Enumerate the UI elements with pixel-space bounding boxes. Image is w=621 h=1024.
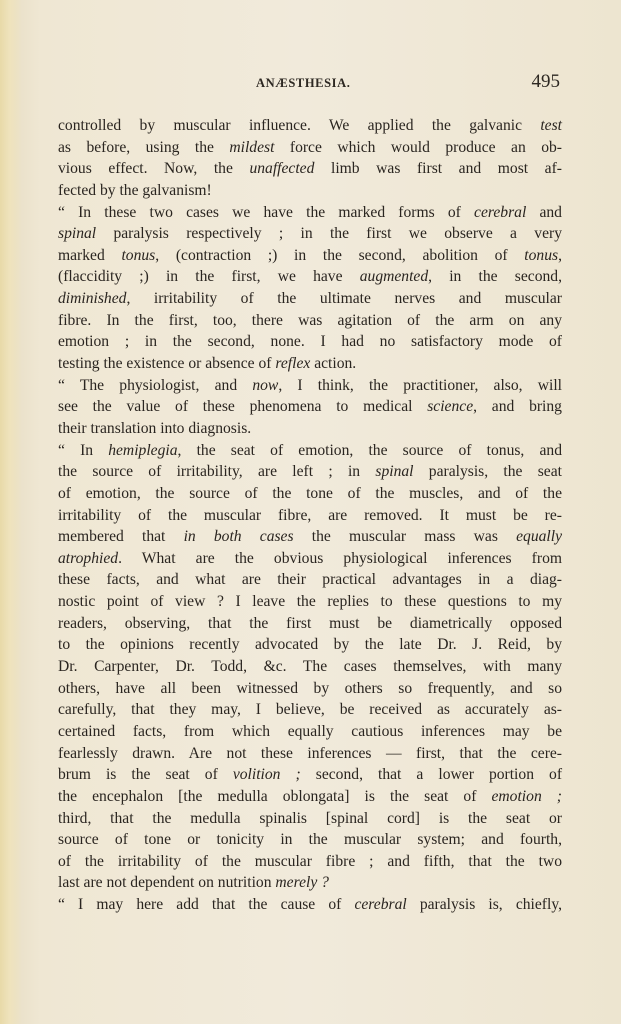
text-run: , and bring	[473, 398, 562, 416]
page-edge-shadow	[0, 0, 22, 1024]
text-line	[58, 331, 562, 353]
italic-run: augmented	[359, 268, 429, 286]
text-run: carefully, that they may, I believe, be received as accurately as-	[58, 701, 562, 719]
text-line	[58, 894, 562, 916]
page-header	[60, 71, 560, 98]
text-run: vious effect. Now, the	[58, 160, 250, 178]
text-line	[58, 202, 562, 224]
text-run: paralysis respectively ; in the first we observe a very	[96, 225, 562, 243]
text-run: . What are the obvious physiological inferences from	[118, 549, 562, 567]
text-line	[58, 418, 562, 440]
text-line	[58, 115, 562, 137]
text-run: fearlessly drawn. Are not these inferences — first, that the cere-	[58, 744, 562, 762]
italic-run: now	[252, 376, 279, 394]
text-line	[58, 764, 562, 786]
text-run: emotion ; in the second, none. I had no satisfactory mode of	[58, 333, 562, 351]
text-run: see the value of these phenomena to medical	[58, 398, 428, 416]
text-line	[58, 591, 562, 613]
text-run: as before, using the	[58, 138, 230, 156]
text-run: paralysis, the seat	[413, 463, 562, 481]
text-run: “ In	[58, 441, 109, 459]
text-run: , in the second,	[428, 268, 562, 286]
italic-run: in both cases	[183, 528, 294, 546]
italic-run: tonus	[524, 246, 559, 264]
text-run: fibre. In the first, too, there was agitation of the arm on any	[58, 311, 562, 329]
text-run: nostic point of view ? I leave the replies to these questions to my	[58, 593, 562, 611]
text-run: and	[526, 203, 562, 221]
text-run: marked	[58, 246, 122, 264]
text-run: irritability of the muscular fibre, are removed. It must be re-	[58, 506, 562, 524]
text-run: readers, observing, that the first must be diametrically opposed	[58, 614, 562, 632]
text-line	[58, 266, 562, 288]
text-line	[58, 808, 562, 830]
text-line	[58, 288, 562, 310]
text-line	[58, 483, 562, 505]
text-line	[58, 656, 562, 678]
text-line	[58, 396, 562, 418]
text-run: third, that the medulla spinalis [spinal cord] is the seat or	[58, 809, 562, 827]
text-run: others, have all been witnessed by others so frequently, and so	[58, 679, 562, 697]
text-line	[58, 699, 562, 721]
italic-run: test	[540, 117, 562, 134]
text-run: “ In these two cases we have the marked forms of	[58, 203, 475, 221]
text-line	[58, 786, 562, 808]
text-run: their translation into diagnosis.	[58, 419, 252, 437]
italic-run: mildest	[229, 138, 275, 156]
italic-run: volition ;	[232, 766, 301, 784]
text-run: (flaccidity ;) in the first, we have	[58, 268, 360, 286]
text-run: source of tone or tonicity in the muscular system; and fourth,	[58, 831, 562, 849]
text-line	[58, 851, 562, 873]
italic-run: hemiplegia	[108, 441, 178, 459]
text-line	[58, 353, 562, 375]
text-run: Dr. Carpenter, Dr. Todd, &c. The cases themselves, with many	[58, 658, 562, 676]
text-line	[58, 548, 562, 570]
text-run: the source of irritability, are left ; in	[58, 463, 376, 481]
text-line	[58, 461, 562, 483]
text-run: of the irritability of the muscular fibre ; and fifth, that the two	[58, 852, 562, 870]
text-run: of emotion, the source of the tone of the muscles, and of the	[58, 484, 562, 502]
text-run: certained facts, from which equally cautious inferences may be	[58, 722, 562, 740]
italic-run: merely ?	[275, 874, 329, 892]
text-run: controlled by muscular influence. We applied the galvanic	[58, 117, 541, 134]
text-line	[58, 526, 562, 548]
italic-run: tonus	[121, 246, 156, 264]
text-run: , (contraction ;) in the second, abolition of	[155, 246, 525, 264]
text-run: membered that	[58, 528, 184, 546]
text-line	[58, 158, 562, 180]
text-line	[58, 872, 562, 894]
text-run: “ I may here add that the cause of	[58, 896, 355, 914]
italic-run: spinal	[375, 463, 414, 481]
italic-run: cerebral	[354, 896, 407, 914]
text-line	[58, 634, 562, 656]
text-run: , irritability of the ultimate nerves and muscular	[126, 290, 562, 308]
text-run: second, that a lower portion of	[300, 766, 563, 784]
text-line	[58, 829, 562, 851]
italic-run: emotion ;	[491, 787, 562, 805]
text-line	[58, 505, 562, 527]
italic-run: reflex	[275, 355, 311, 373]
text-line	[58, 678, 562, 700]
italic-run: spinal	[58, 225, 97, 243]
italic-run: cerebral	[474, 203, 527, 221]
text-line	[58, 245, 562, 267]
text-run: to the opinions recently advocated by the late Dr. J. Reid, by	[58, 636, 562, 654]
italic-run: atrophied	[58, 549, 119, 567]
text-run: these facts, and what are their practical advantages in a diag-	[58, 571, 562, 589]
text-line	[58, 569, 562, 591]
text-run: the muscular mass was	[293, 528, 517, 546]
text-run: last are not dependent on nutrition	[58, 874, 276, 892]
italic-run: unaffected	[249, 160, 315, 178]
text-line	[58, 743, 562, 765]
italic-run: equally	[516, 528, 563, 546]
text-line	[58, 137, 562, 159]
text-line	[58, 180, 562, 202]
text-run: ,	[558, 246, 562, 264]
page-number: 495	[531, 71, 560, 92]
text-run: paralysis is, chiefly,	[406, 896, 562, 914]
italic-run: science	[427, 398, 474, 416]
text-run: brum is the seat of	[58, 766, 233, 784]
text-run: testing the existence or absence of	[58, 355, 276, 373]
text-run: limb was first and most af-	[314, 160, 562, 178]
text-line	[58, 721, 562, 743]
text-run: “ The physiologist, and	[58, 376, 253, 394]
text-run: the encephalon [the medulla oblongata] is the seat of	[58, 787, 492, 805]
running-head: ANÆSTHESIA.	[256, 76, 351, 90]
text-run: , I think, the practitioner, also, will	[278, 376, 563, 394]
text-line	[58, 375, 562, 397]
text-run: force which would produce an ob-	[274, 138, 562, 156]
text-run: , the seat of emotion, the source of tonus, and	[177, 441, 562, 459]
body-text	[58, 115, 562, 916]
text-line	[58, 310, 562, 332]
italic-run: diminished	[58, 290, 127, 308]
text-line	[58, 440, 562, 462]
text-line	[58, 613, 562, 635]
text-run: fected by the galvanism!	[58, 181, 212, 199]
text-line	[58, 223, 562, 245]
text-run: action.	[310, 355, 357, 373]
